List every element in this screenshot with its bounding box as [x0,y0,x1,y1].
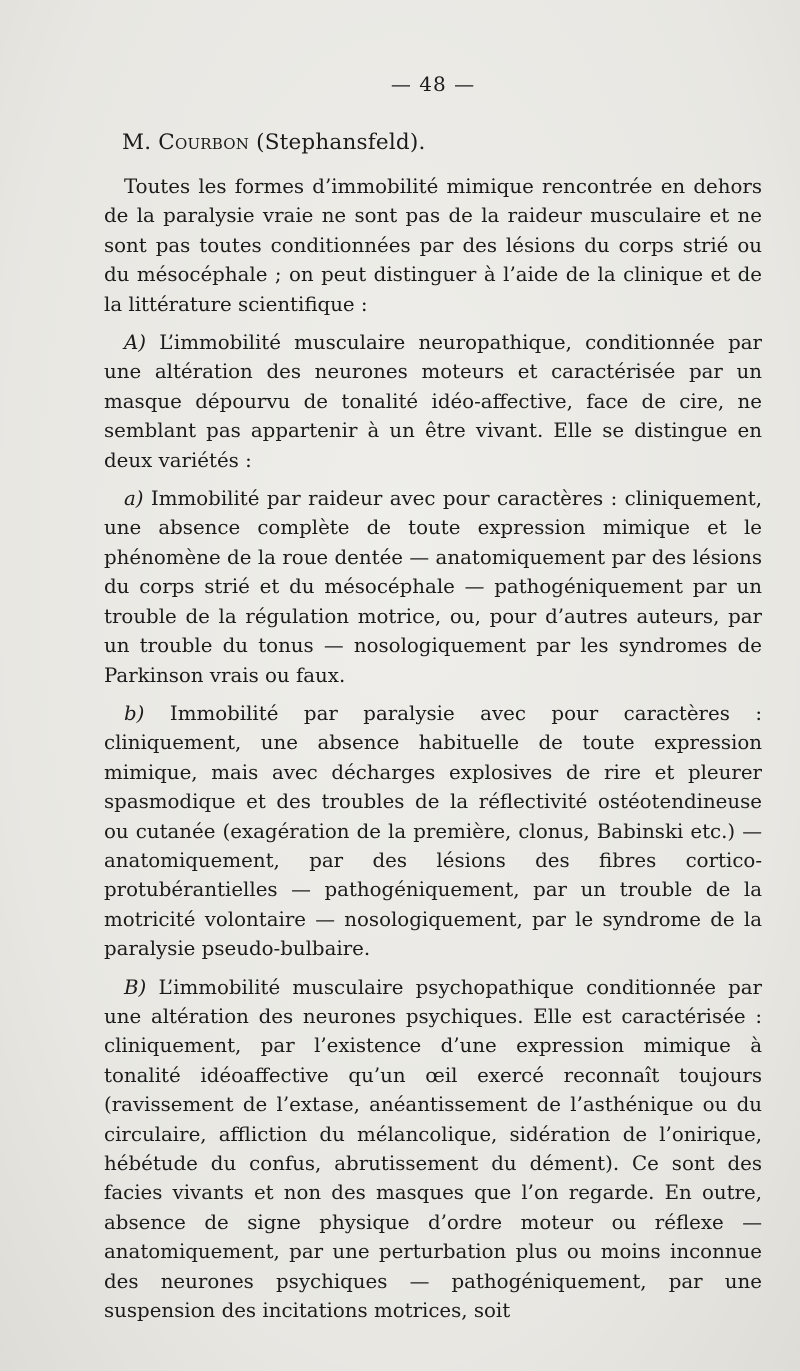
paragraph-text: Immobilité par paralysie avec pour caractères : cliniquement, une absence habituelle de toute expression mimique, mais avec décharges explosives de rire et pleurer spasmodique et des troubles de la réflectivité ostéotendineuse ou cutanée (exagération de la première, clonus, Babinski etc.) — anatomiquement, par des lésions des fibres cortico-protubérantielles — pathogéniquement, par un trouble de la motricité volontaire — nosologiquement, par le syndrome de la paralysie pseudo-bulbaire. [104,701,762,961]
author-line [122,128,762,158]
paragraph-text: Toutes les formes d’immobilité mimique rencontrée en dehors de la paralysie vraie ne sont pas de la raideur musculaire et ne sont pas toutes conditionnées par des lésions du corps strié ou du mésocéphale ; on peut distinguer à l’aide de la clinique et de la littérature scientifique : [104,175,762,316]
paragraph-subsection-a [104,484,762,690]
subsection-marker: a) [124,487,144,511]
paragraph-text: L’immobilité musculaire psychopathique conditionnée par une altération des neurones psychiques. Elle est caractérisée : cliniquement, par l’existence d’une expression mimique à tonalité idéoaffective qu’un œil exercé reconnaît toujours (ravissement de l’extase, anéantissement de l’asthénique ou du circulaire, affliction du mélancolique, sidération de l’onirique, hébétude du confus, abrutissement du dément). Ce sont des facies vivants et non des masques que l’on regarde. En outre, absence de signe physique d’ordre moteur ou réflexe — anatomiquement, par une perturbation plus ou moins inconnue des neurones psychiques — pathogéniquement, par une suspension des incitations motrices, soit [104,975,762,1323]
author-initial: M. [122,130,159,155]
paragraph-subsection-b [104,699,762,964]
author-name: Courbon [158,130,250,155]
paragraph-text: Immobilité par raideur avec pour caractères : cliniquement, une absence complète de toute expression mimique et le phénomène de la roue dentée — anatomiquement par des lésions du corps strié et du mésocéphale — pathogéniquement par un trouble de la régulation motrice, ou, pour d’autres auteurs, par un trouble du tonus — nosologiquement par les syndromes de Parkinson vrais ou faux. [104,487,762,687]
paragraph-section-a [104,328,762,475]
section-marker: B) [124,975,147,999]
paragraph-text: L’immobilité musculaire neuropathique, conditionnée par une altération des neurones moteurs et caractérisée par un masque dépourvu de tonalité idéo-affective, face de cire, ne semblant pas appartenir à un être vivant. Elle se distingue en deux variétés : [104,331,762,472]
paragraph-intro [104,172,762,319]
subsection-marker: b) [124,701,145,725]
author-affiliation: (Stephansfeld). [249,130,426,155]
paragraph-section-b [104,973,762,1326]
section-marker: A) [124,331,147,355]
body-text [104,128,762,1334]
page-number: — 48 — [390,72,476,96]
